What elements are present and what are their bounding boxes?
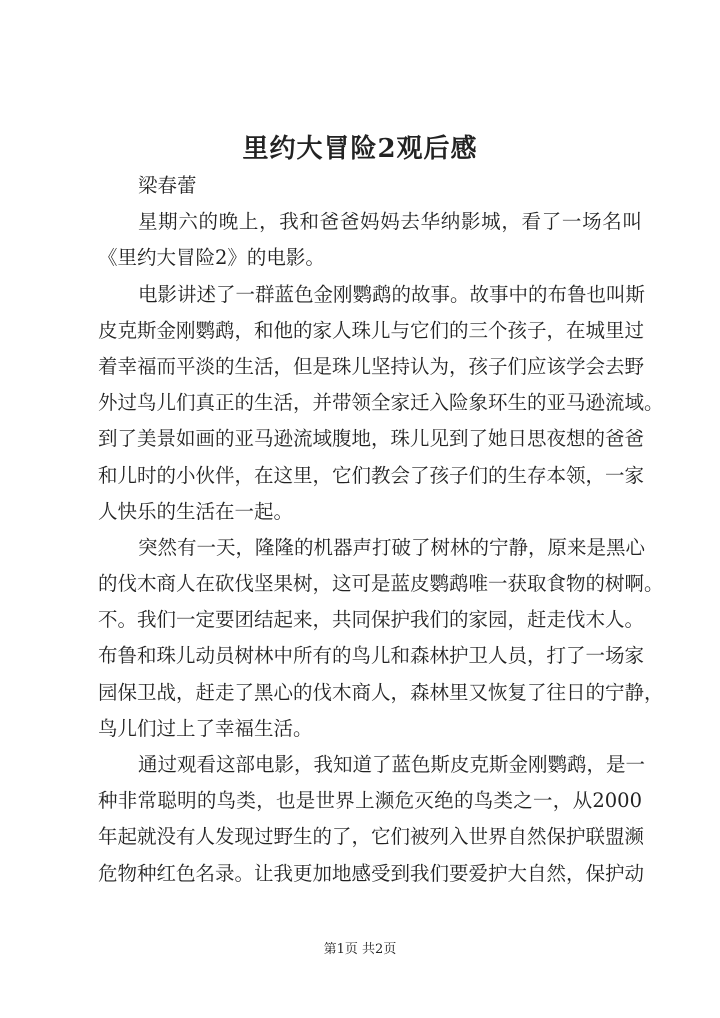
paragraph-line: 外过鸟儿们真正的生活，并带领全家迁入险象环生的亚马逊流域。 <box>98 391 664 415</box>
paragraph-line: 人快乐的生活在一起。 <box>98 499 294 523</box>
paragraph-line: 突然有一天，隆隆的机器声打破了树林的宁静，原来是黑心 <box>138 535 646 559</box>
paragraph-line: 危物种红色名录。让我更加地感受到我们要爱护大自然，保护动 <box>98 861 645 885</box>
paragraph-line: 着幸福而平淡的生活，但是珠儿坚持认为，孩子们应该学会去野 <box>98 354 645 378</box>
paragraph-line: 皮克斯金刚鹦鹉，和他的家人珠儿与它们的三个孩子，在城里过 <box>98 318 645 342</box>
paragraph-line: 园保卫战，赶走了黑心的伐木商人，森林里又恢复了往日的宁静， <box>98 680 664 704</box>
paragraph-line: 和儿时的小伙伴，在这里，它们教会了孩子们的生存本领，一家 <box>98 463 645 487</box>
document-title: 里约大冒险2观后感 <box>242 134 478 164</box>
page-footer: 第1页 共2页 <box>323 942 397 957</box>
paragraph-line: 通过观看这部电影，我知道了蓝色斯皮克斯金刚鹦鹉，是一 <box>138 753 646 776</box>
paragraph-line: 不。我们一定要团结起来，共同保护我们的家园，赶走伐木人。 <box>98 608 645 632</box>
paragraph-line: 《里约大冒险2》的电影。 <box>98 246 325 270</box>
paragraph-line: 星期六的晚上，我和爸爸妈妈去华纳影城，看了一场名叫 <box>138 210 642 234</box>
paragraph-line: 种非常聪明的鸟类，也是世界上濒危灭绝的鸟类之一，从2000 <box>98 789 642 813</box>
paragraph-line: 布鲁和珠儿动员树林中所有的鸟儿和森林护卫人员，打了一场家 <box>98 644 645 668</box>
paragraph-line: 到了美景如画的亚马逊流域腹地，珠儿见到了她日思夜想的爸爸 <box>98 427 645 451</box>
paragraph-line: 年起就没有人发现过野生的了，它们被列入世界自然保护联盟濒 <box>98 825 645 849</box>
paragraph-line: 的伐木商人在砍伐坚果树，这可是蓝皮鹦鹉唯一获取食物的树啊。 <box>98 572 664 596</box>
paragraph-line: 鸟儿们过上了幸福生活。 <box>98 716 313 740</box>
document-body <box>98 168 664 892</box>
paragraph-line: 电影讲述了一群蓝色金刚鹦鹉的故事。故事中的布鲁也叫斯 <box>138 282 646 306</box>
author-name: 梁春蕾 <box>138 174 197 197</box>
